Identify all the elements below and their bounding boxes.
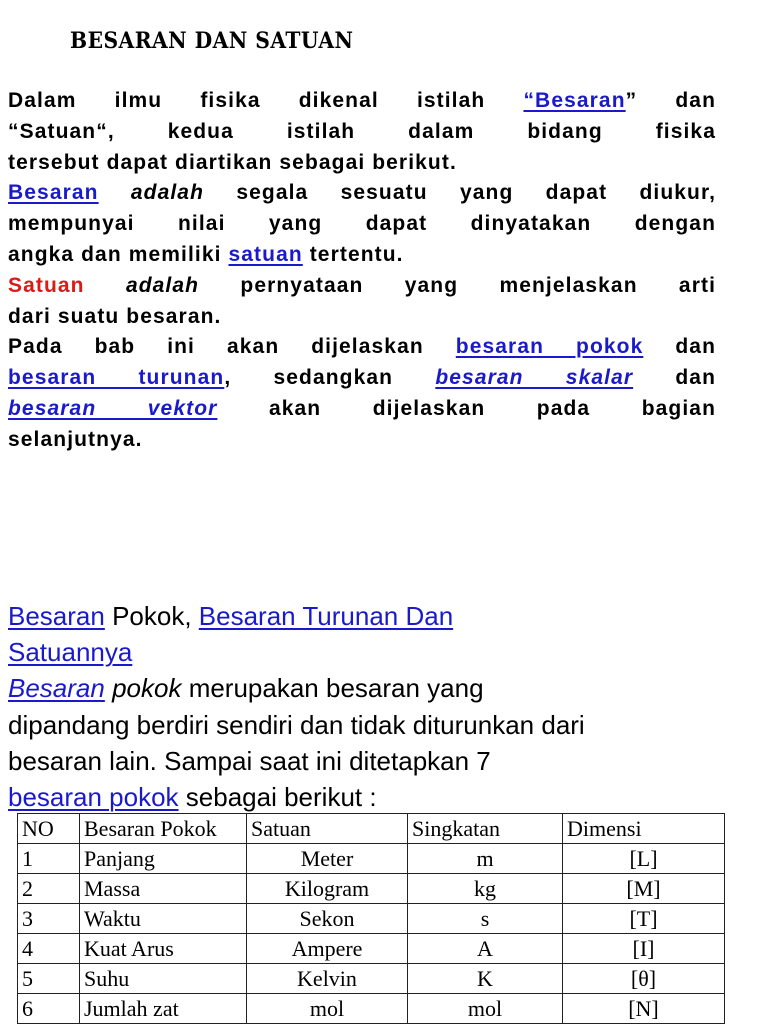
besaran-pokok-table xyxy=(17,813,725,1024)
link-besaran[interactable]: Besaran xyxy=(8,673,105,704)
cell: 2 xyxy=(18,874,80,904)
term-satuan: Satuan xyxy=(8,273,85,297)
cell: [I] xyxy=(563,934,725,964)
text: dan xyxy=(675,366,716,390)
text: sebagai berikut : xyxy=(178,781,377,812)
header-cell: Singkatan xyxy=(408,814,563,844)
text-line xyxy=(8,209,716,240)
text: adalah xyxy=(125,273,200,297)
besaran-pokok-section xyxy=(8,598,728,815)
header-cell: Dimensi xyxy=(563,814,725,844)
cell: K xyxy=(408,964,563,994)
text: adalah xyxy=(130,181,205,205)
cell: [M] xyxy=(563,874,725,904)
text-line xyxy=(8,363,716,394)
text-line xyxy=(8,240,716,271)
text: selanjutnya. xyxy=(8,427,143,451)
cell: mol xyxy=(408,994,563,1024)
link-besaran[interactable]: Besaran xyxy=(8,181,99,205)
table-header-row xyxy=(18,814,725,844)
text: ” dan xyxy=(625,89,716,112)
intro-paragraph xyxy=(8,86,716,456)
header-cell: Besaran Pokok xyxy=(80,814,247,844)
text: tersebut dapat diartikan sebagai berikut. xyxy=(8,150,457,174)
cell: A xyxy=(408,934,563,964)
link-besaran-vektor[interactable]: besaran vektor xyxy=(8,396,218,420)
link-satuannya[interactable]: Satuannya xyxy=(8,637,133,668)
section-heading xyxy=(8,598,728,634)
text: Pokok, xyxy=(104,601,199,631)
text: “Satuan“, kedua istilah dalam bidang fisika xyxy=(8,119,716,143)
cell: Jumlah zat xyxy=(80,994,247,1024)
link-satuan[interactable]: satuan xyxy=(228,242,303,266)
text: , sedangkan xyxy=(224,366,436,390)
text-line xyxy=(8,670,728,706)
link-besaran-pokok[interactable]: besaran pokok xyxy=(455,335,644,359)
text: dipandang berdiri sendiri dan tidak diturunkan dari xyxy=(8,709,585,740)
text-line xyxy=(8,117,716,148)
cell: Kelvin xyxy=(247,964,408,994)
cell: [T] xyxy=(563,904,725,934)
text-line xyxy=(8,394,716,425)
cell: 5 xyxy=(18,964,80,994)
cell: Ampere xyxy=(247,934,408,964)
cell: s xyxy=(408,904,563,934)
link-besaran[interactable]: “Besaran xyxy=(523,89,626,112)
cell: 6 xyxy=(18,994,80,1024)
cell: Kilogram xyxy=(247,874,408,904)
text-line xyxy=(8,178,716,209)
text-line xyxy=(8,86,716,117)
link-besaran-turunan[interactable]: besaran turunan xyxy=(8,366,225,390)
text: Dalam ilmu fisika dikenal istilah xyxy=(8,89,524,112)
text-line xyxy=(8,332,716,363)
cell: Suhu xyxy=(80,964,247,994)
text-line xyxy=(8,743,728,779)
cell: Sekon xyxy=(247,904,408,934)
link-besaran[interactable]: Besaran xyxy=(8,601,105,631)
cell: 4 xyxy=(18,934,80,964)
text: dari suatu besaran. xyxy=(8,304,222,328)
header-cell: NO xyxy=(18,814,80,844)
cell: 3 xyxy=(18,904,80,934)
section-heading-line2 xyxy=(8,634,728,670)
text: besaran lain. Sampai saat ini ditetapkan 7 xyxy=(8,745,491,776)
table-row xyxy=(18,964,725,994)
cell: Panjang xyxy=(80,844,247,874)
cell: Massa xyxy=(80,874,247,904)
cell: [θ] xyxy=(563,964,725,994)
text: angka dan memiliki xyxy=(8,242,229,266)
link-besaran-pokok[interactable]: besaran pokok xyxy=(8,781,179,812)
cell: kg xyxy=(408,874,563,904)
page-title: BESARAN DAN SATUAN xyxy=(70,28,354,54)
text: tertentu. xyxy=(302,242,404,266)
text-line xyxy=(8,302,716,333)
cell: Waktu xyxy=(80,904,247,934)
link-besaran-turunan[interactable]: Besaran Turunan Dan xyxy=(198,601,454,631)
cell: 1 xyxy=(18,844,80,874)
text-line xyxy=(8,148,716,179)
text: mempunyai nilai yang dapat dinyatakan dengan xyxy=(8,212,716,236)
text: akan dijelaskan pada bagian xyxy=(268,396,717,420)
text: pokok xyxy=(112,673,182,704)
table-row xyxy=(18,904,725,934)
text: dan xyxy=(675,335,716,359)
table-row xyxy=(18,934,725,964)
header-cell: Satuan xyxy=(247,814,408,844)
text: pernyataan yang menjelaskan arti xyxy=(240,273,717,297)
cell: [L] xyxy=(563,844,725,874)
text: segala sesuatu yang dapat diukur, xyxy=(236,181,717,205)
text: merupakan besaran yang xyxy=(181,673,484,704)
text-line xyxy=(8,425,716,456)
cell: Meter xyxy=(247,844,408,874)
text-line xyxy=(8,707,728,743)
cell: mol xyxy=(247,994,408,1024)
table-row xyxy=(18,844,725,874)
link-besaran-skalar[interactable]: besaran skalar xyxy=(435,366,634,390)
cell: m xyxy=(408,844,563,874)
table-row xyxy=(18,994,725,1024)
text: Pada bab ini akan dijelaskan xyxy=(8,335,456,359)
text-line xyxy=(8,271,716,302)
table-row xyxy=(18,874,725,904)
cell: Kuat Arus xyxy=(80,934,247,964)
text-line xyxy=(8,779,728,815)
cell: [N] xyxy=(563,994,725,1024)
